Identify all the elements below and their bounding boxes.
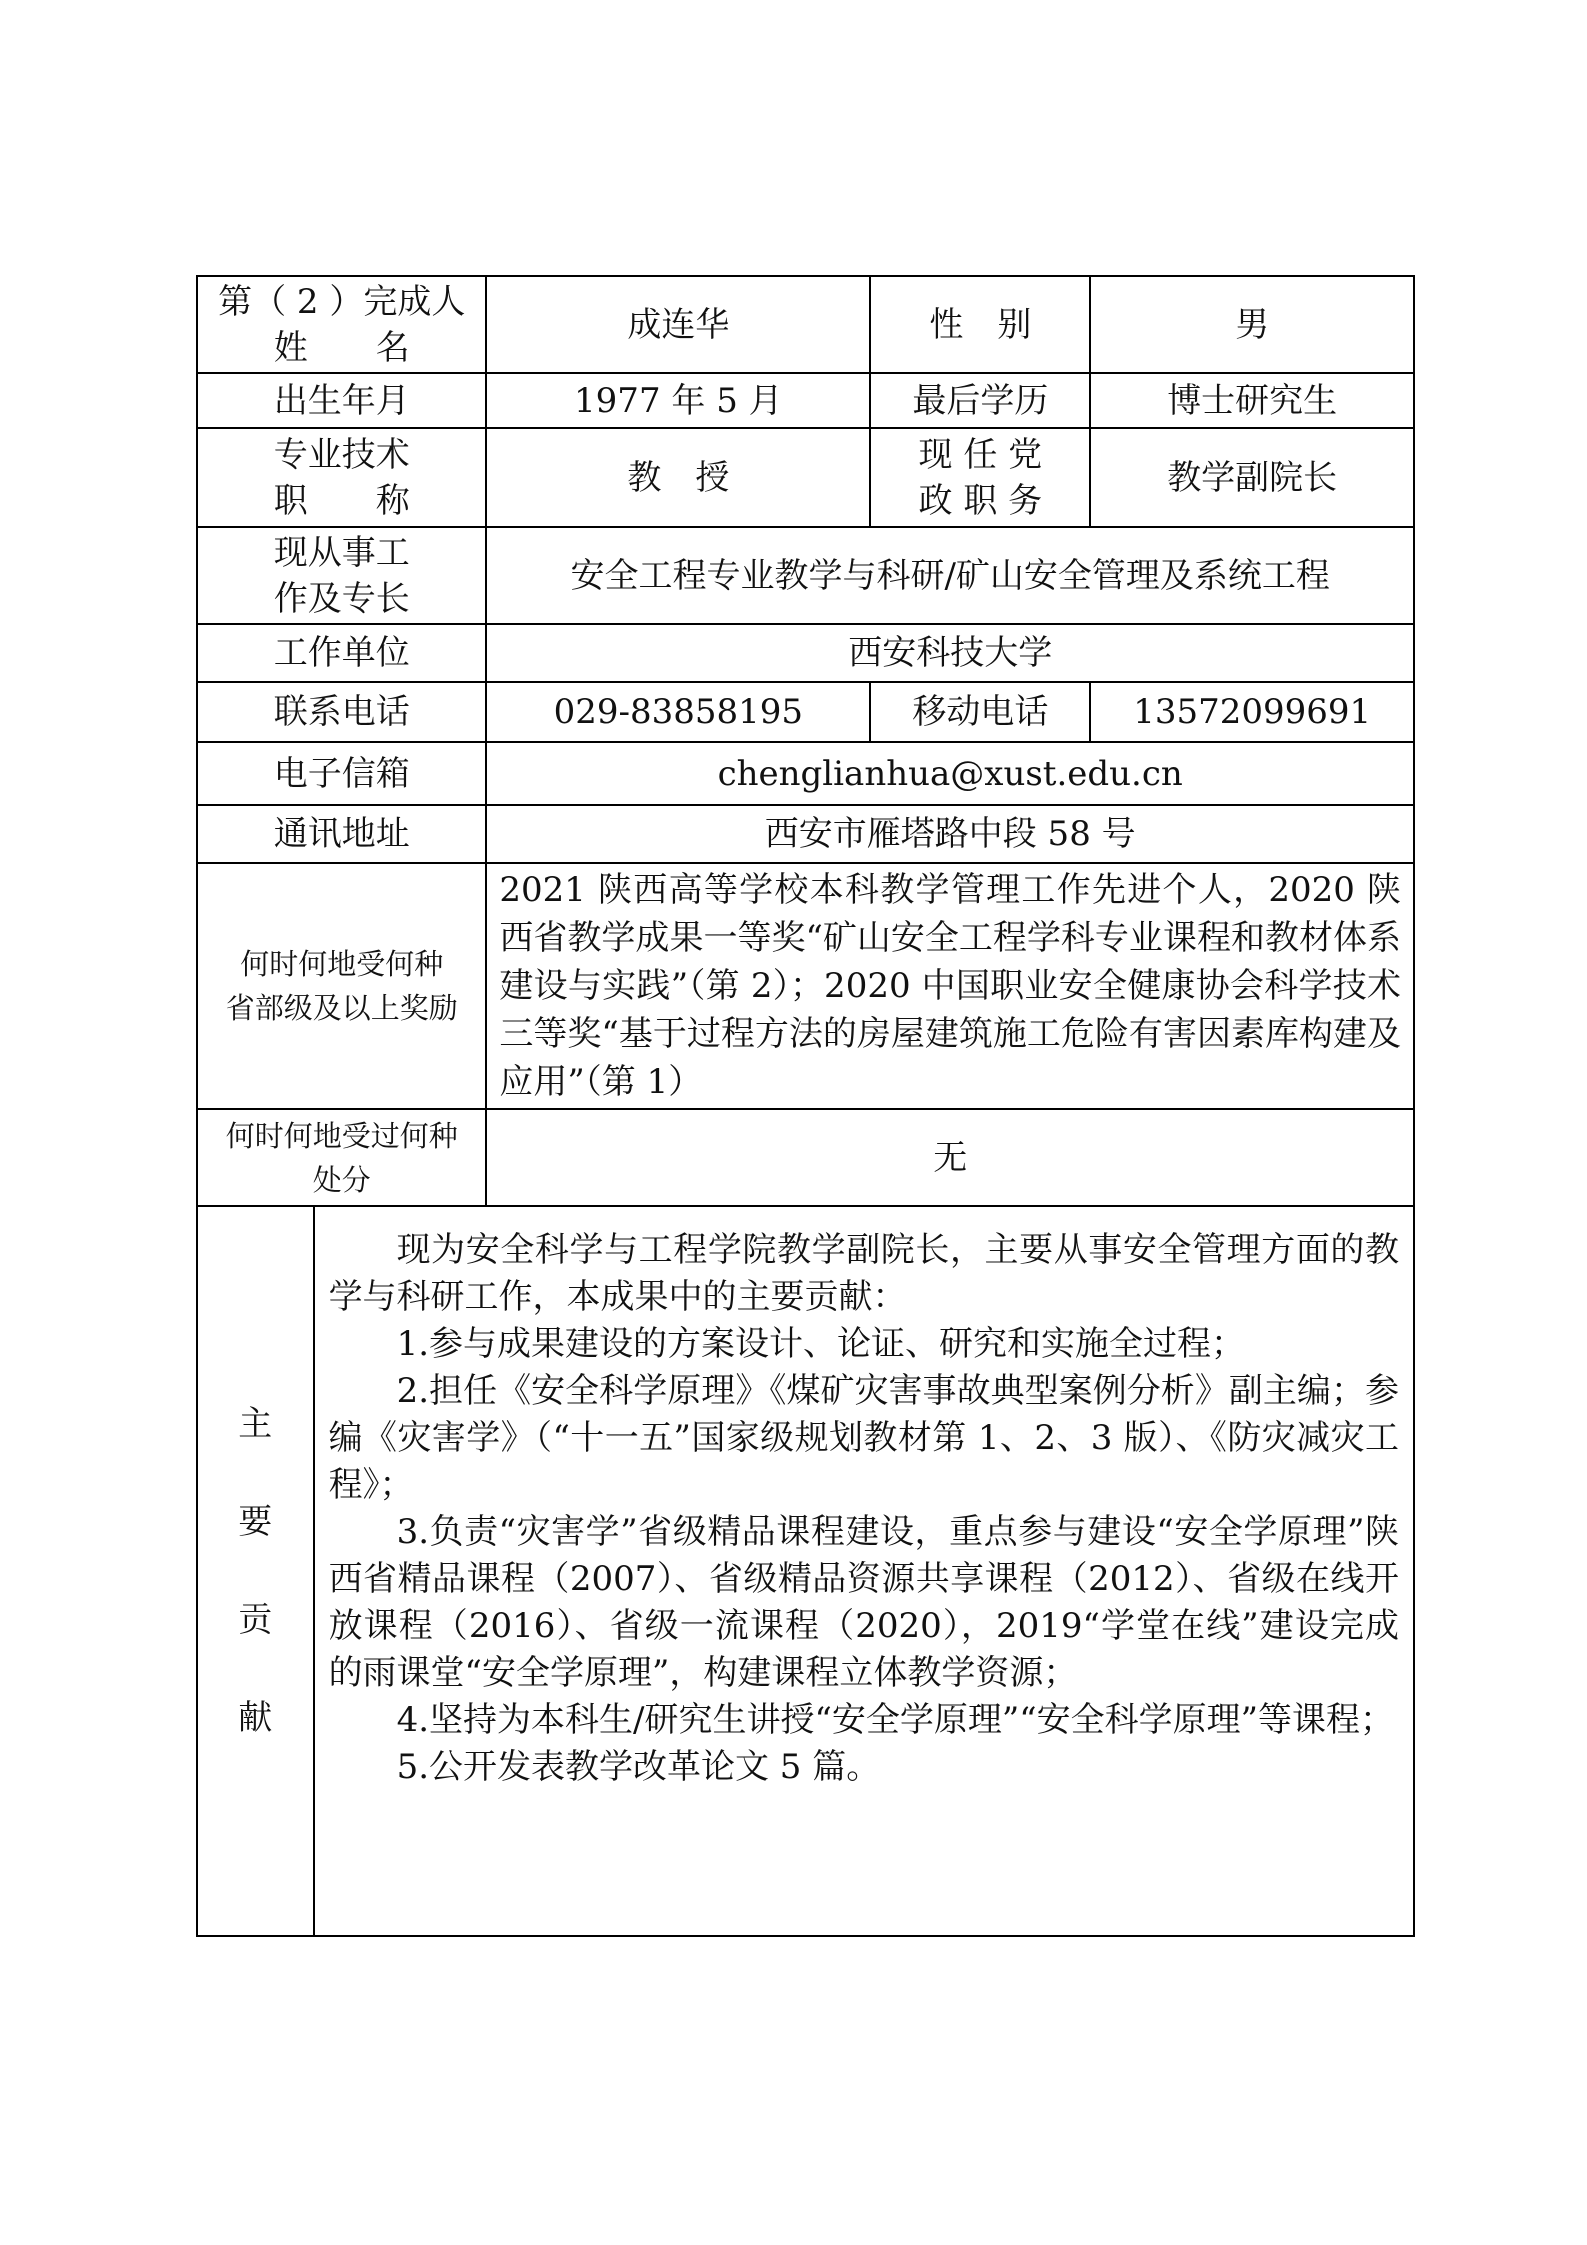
contribution-paragraph: 2.担任《安全科学原理》《煤矿灾害事故典型案例分析》副主编；参编《灾害学》（“十一五”国家级规划教材第 1、2、3 版）、《防灾减灾工程》； [328,1371,1399,1505]
education-value: 博士研究生 [1090,373,1414,428]
unit-label: 工作单位 [197,624,486,682]
work-value: 安全工程专业教学与科研/矿山安全管理及系统工程 [486,527,1414,624]
name-value: 成连华 [486,276,870,373]
title-value: 教 授 [486,428,870,527]
contribution-paragraph: 现为安全科学与工程学院教学副院长，主要从事安全管理方面的教学与科研工作，本成果中的主要贡献： [328,1230,1399,1317]
email-label: 电子信箱 [197,742,486,805]
contributions-value [314,1206,1414,1936]
punishment-label: 何时何地受过何种 处分 [197,1109,486,1206]
phone-value: 029-83858195 [486,682,870,742]
completer-name-label: 第（ 2 ）完成人 姓 名 [197,276,486,373]
email-value: chenglianhua@xust.edu.cn [486,742,1414,805]
personnel-form-table [196,275,1415,1937]
contributions-label: 主 要 贡 献 [197,1206,314,1936]
punishment-value: 无 [486,1109,1414,1206]
contribution-paragraph: 4.坚持为本科生/研究生讲授“安全学原理”“安全科学原理”等课程； [396,1700,1394,1740]
address-label: 通讯地址 [197,805,486,863]
address-value: 西安市雁塔路中段 58 号 [486,805,1414,863]
awards-value: 2021 陕西高等学校本科教学管理工作先进个人，2020 陕西省教学成果一等奖“矿山安全工程学科专业课程和教材体系建设与实践”（第 2）；2020 中国职业安全健康协会科学技术三等奖“基于过程方法的房屋建筑施工危险有害因素库构建及应用”（第 1） [486,863,1414,1109]
birth-value: 1977 年 5 月 [486,373,870,428]
post-label: 现 任 党 政 职 务 [870,428,1090,527]
post-value: 教学副院长 [1090,428,1414,527]
contribution-paragraph: 1.参与成果建设的方案设计、论证、研究和实施全过程； [396,1324,1246,1364]
mobile-label: 移动电话 [870,682,1090,742]
title-label: 专业技术 职 称 [197,428,486,527]
gender-value: 男 [1090,276,1414,373]
contribution-paragraph: 5.公开发表教学改革论文 5 篇。 [396,1747,881,1787]
awards-label: 何时何地受何种 省部级及以上奖励 [197,863,486,1109]
phone-label: 联系电话 [197,682,486,742]
education-label: 最后学历 [870,373,1090,428]
unit-value: 西安科技大学 [486,624,1414,682]
birth-label: 出生年月 [197,373,486,428]
contribution-paragraph: 3.负责“灾害学”省级精品课程建设，重点参与建设“安全学原理”陕西省精品课程（2007）、省级精品资源共享课程（2012）、省级在线开放课程（2016）、省级一流课程（2020），2019“学堂在线”建设完成的雨课堂“安全学原理”，构建课程立体教学资源； [328,1512,1399,1693]
mobile-value: 13572099691 [1090,682,1414,742]
gender-label: 性 别 [870,276,1090,373]
work-label: 现从事工 作及专长 [197,527,486,624]
